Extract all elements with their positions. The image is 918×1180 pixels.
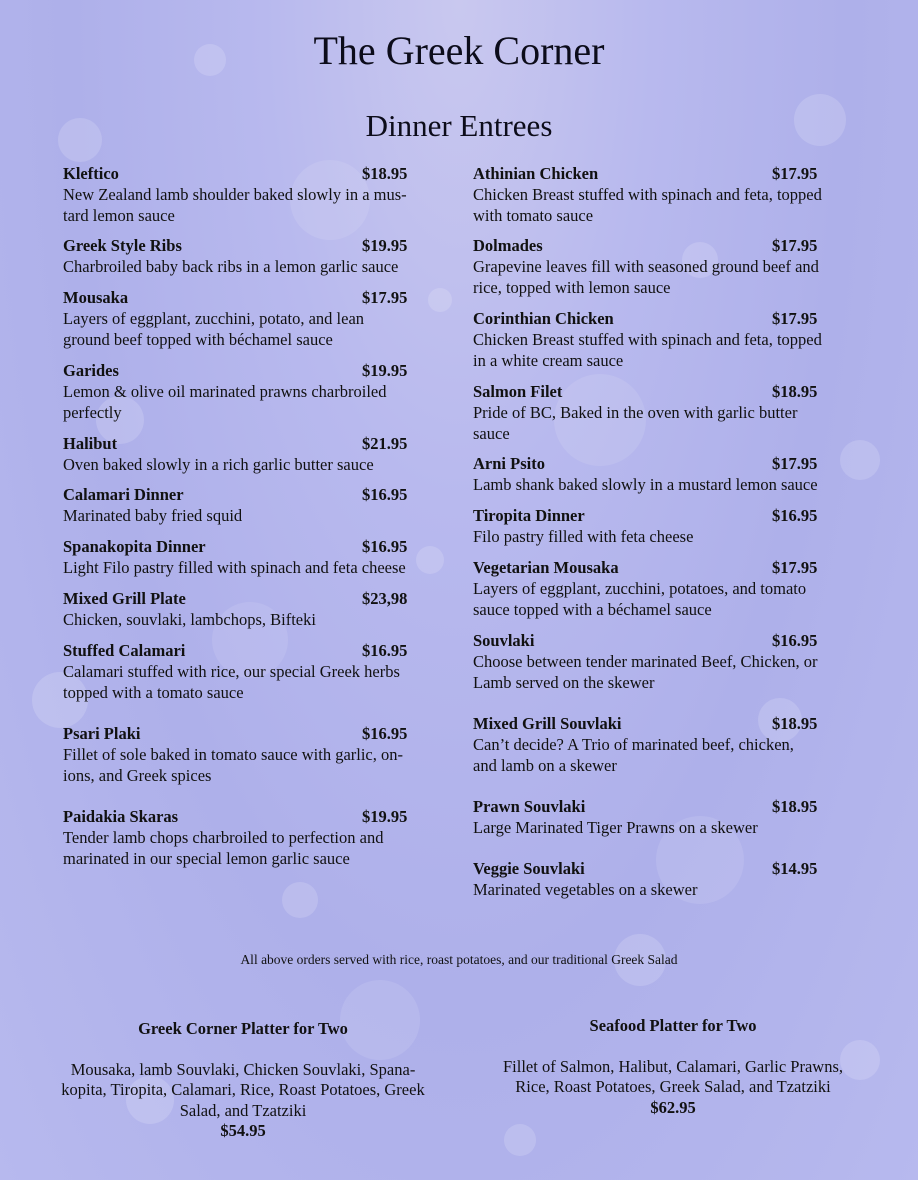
platter-name: Greek Corner Platter for Two (138, 1019, 348, 1038)
menu-item-name: Mixed Grill Souvlaki (473, 714, 622, 733)
menu-item (63, 287, 453, 350)
menu-item (473, 235, 858, 298)
menu-item-description: Lemon & olive oil marinated prawns charbroiled perfectly (63, 382, 387, 422)
menu-item-price: $19.95 (362, 361, 408, 380)
menu-item (63, 536, 453, 578)
menu-item (473, 630, 858, 693)
menu-item-description: Marinated baby fried squid (63, 506, 243, 525)
menu-item (473, 381, 858, 444)
menu-item-name: Mousaka (63, 288, 129, 307)
menu-item-header (473, 453, 858, 474)
menu-item-name: Athinian Chicken (473, 164, 599, 183)
menu-item-description: Calamari stuffed with rice, our special Greek herbs topped with a tomato sauce (63, 662, 400, 702)
menu-item (473, 308, 858, 371)
menu-item-price: $17.95 (772, 558, 818, 577)
menu-item-header (63, 163, 453, 184)
menu-item-header (63, 640, 453, 661)
menu-item-name: Spanakopita Dinner (63, 537, 206, 556)
menu-item-description: Layers of eggplant, zucchini, potatoes, and tomato sauce topped with a béchamel sauce (473, 579, 807, 619)
menu-item-header (63, 484, 453, 505)
menu-item-price: $16.95 (772, 506, 818, 525)
served-with-note: All above orders served with rice, roast potatoes, and our traditional Greek Salad (240, 952, 678, 967)
menu-item-header (473, 796, 858, 817)
menu-item-description: Layers of eggplant, zucchini, potato, and lean ground beef topped with béchamel sauce (63, 309, 365, 349)
menu-item-header (63, 360, 453, 381)
menu-item-price: $17.95 (772, 164, 818, 183)
menu-item-header (473, 381, 858, 402)
menu-item-description: Tender lamb chops charbroiled to perfection and marinated in our special lemon garlic sauce (63, 828, 384, 868)
platter-description: Fillet of Salmon, Halibut, Calamari, Garlic Prawns, Rice, Roast Potatoes, Greek Salad, and Tzatziki (502, 1056, 844, 1096)
menu-item-description: Chicken, souvlaki, lambchops, Bifteki (63, 610, 316, 629)
menu-item-name: Arni Psito (473, 454, 545, 473)
menu-item-name: Mixed Grill Plate (63, 589, 186, 608)
menu-item-price: $17.95 (772, 454, 818, 473)
menu-item-name: Prawn Souvlaki (473, 797, 586, 816)
menu-item-price: $17.95 (362, 288, 408, 307)
menu-item-header (63, 806, 453, 827)
menu-item-description: Chicken Breast stuffed with spinach and feta, topped with tomato sauce (473, 185, 822, 225)
menu-item-name: Halibut (63, 434, 118, 453)
menu-item-price: $18.95 (362, 164, 408, 183)
menu-item-name: Psari Plaki (63, 724, 141, 743)
menu-item-description: New Zealand lamb shoulder baked slowly in a mus- tard lemon sauce (63, 185, 407, 225)
menu-item-name: Corinthian Chicken (473, 309, 614, 328)
menu-item-header (473, 713, 858, 734)
menu-item-description: Light Filo pastry filled with spinach and feta cheese (63, 558, 406, 577)
menu-item-name: Calamari Dinner (63, 485, 184, 504)
menu-item-price: $18.95 (772, 714, 818, 733)
menu-item-description: Choose between tender marinated Beef, Chicken, or Lamb served on the skewer (473, 652, 818, 692)
platter-name: Seafood Platter for Two (589, 1016, 757, 1035)
menu-item-description: Lamb shank baked slowly in a mustard lemon sauce (473, 475, 818, 494)
menu-item-name: Tiropita Dinner (473, 506, 585, 525)
menu-item (63, 640, 453, 703)
menu-item (473, 858, 858, 900)
menu-item-header (473, 235, 858, 256)
menu-item-description: Marinated vegetables on a skewer (473, 880, 698, 899)
menu-item-description: Pride of BC, Baked in the oven with garlic butter sauce (473, 403, 798, 443)
menu-item (473, 796, 858, 838)
menu-item-price: $18.95 (772, 797, 818, 816)
menu-item-name: Salmon Filet (473, 382, 563, 401)
menu-item (63, 806, 453, 869)
menu-item-name: Dolmades (473, 236, 543, 255)
menu-item-price: $21.95 (362, 434, 408, 453)
menu-item-description: Charbroiled baby back ribs in a lemon garlic sauce (63, 257, 399, 276)
platter-greek-corner (38, 1019, 448, 1142)
menu-item-header (473, 557, 858, 578)
menu-item-name: Paidakia Skaras (63, 807, 179, 826)
menu-item-name: Stuffed Calamari (63, 641, 186, 660)
menu-item-price: $16.95 (362, 485, 408, 504)
menu-item-price: $16.95 (362, 537, 408, 556)
menu-item-description: Grapevine leaves fill with seasoned ground beef and rice, topped with lemon sauce (473, 257, 819, 297)
menu-item-header (63, 536, 453, 557)
menu-item-name: Vegetarian Mousaka (473, 558, 619, 577)
menu-item-description: Large Marinated Tiger Prawns on a skewer (473, 818, 758, 837)
menu-item-name: Garides (63, 361, 119, 380)
menu-item-header (473, 163, 858, 184)
menu-item-header (473, 505, 858, 526)
menu-item-header (63, 235, 453, 256)
menu-item-name: Souvlaki (473, 631, 535, 650)
menu-item (473, 163, 858, 226)
menu-item-name: Veggie Souvlaki (473, 859, 585, 878)
menu-item-price: $16.95 (772, 631, 818, 650)
menu-item-price: $17.95 (772, 309, 818, 328)
menu-item-price: $16.95 (362, 724, 408, 743)
menu-item-price: $19.95 (362, 236, 408, 255)
menu-item-header (63, 287, 453, 308)
menu-item (63, 588, 453, 630)
menu-item-header (63, 723, 453, 744)
menu-item-price: $16.95 (362, 641, 408, 660)
menu-item (63, 360, 453, 423)
menu-item-header (473, 630, 858, 651)
menu-item (473, 713, 858, 776)
menu-item (63, 723, 453, 786)
menu-item-price: $14.95 (772, 859, 818, 878)
menu-item-price: $23,98 (362, 589, 408, 608)
menu-item-header (63, 588, 453, 609)
menu-item-price: $19.95 (362, 807, 408, 826)
menu-item-header (63, 433, 453, 454)
platter-seafood (474, 1016, 872, 1118)
platter-price: $62.95 (650, 1097, 696, 1117)
menu-item (63, 163, 453, 226)
menu-item-description: Oven baked slowly in a rich garlic butter sauce (63, 455, 374, 474)
menu-item-price: $17.95 (772, 236, 818, 255)
menu-item-header (473, 858, 858, 879)
restaurant-title: The Greek Corner (313, 28, 605, 73)
menu-item (473, 505, 858, 547)
menu-item-price: $18.95 (772, 382, 818, 401)
menu-item-description: Fillet of sole baked in tomato sauce with garlic, on- ions, and Greek spices (63, 745, 403, 785)
menu-item-header (473, 308, 858, 329)
menu-item (63, 235, 453, 277)
menu-item (63, 484, 453, 526)
menu-item (473, 557, 858, 620)
section-title: Dinner Entrees (365, 108, 553, 143)
menu-item-name: Kleftico (63, 164, 119, 183)
menu-item (473, 453, 858, 495)
menu-item-name: Greek Style Ribs (63, 236, 182, 255)
menu-item-description: Can’t decide? A Trio of marinated beef, chicken, and lamb on a skewer (473, 735, 794, 775)
platter-description: Mousaka, lamb Souvlaki, Chicken Souvlaki, Spana- kopita, Tiropita, Calamari, Rice, Roast Potatoes, Greek Salad, and Tzatziki (61, 1059, 425, 1120)
menu-item-description: Filo pastry filled with feta cheese (473, 527, 694, 546)
platter-price: $54.95 (220, 1121, 266, 1140)
menu-item-description: Chicken Breast stuffed with spinach and feta, topped in a white cream sauce (473, 330, 822, 370)
menu-item (63, 433, 453, 475)
